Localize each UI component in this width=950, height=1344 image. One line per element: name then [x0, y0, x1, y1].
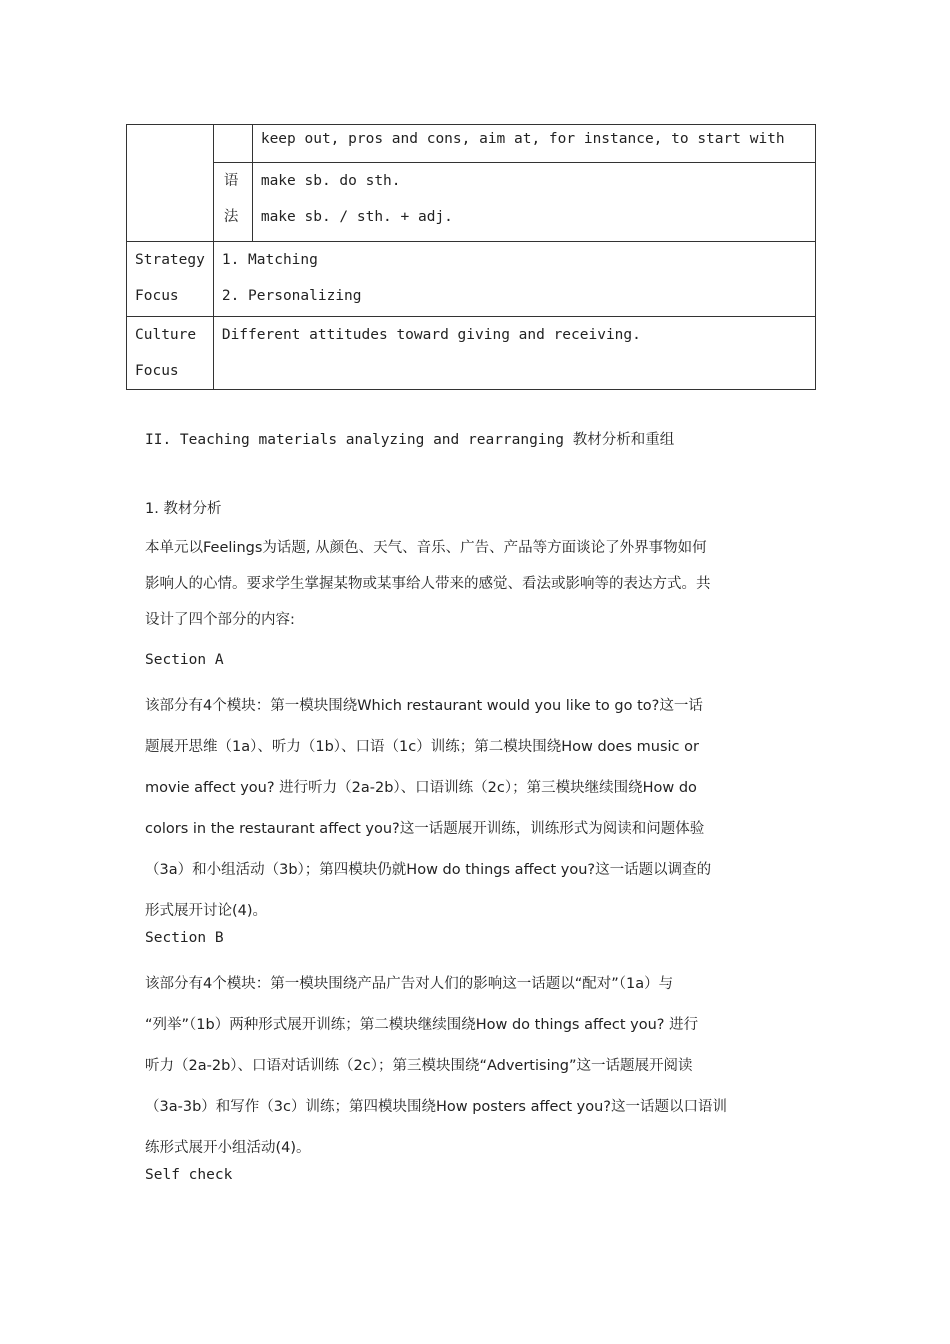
paragraph-line: 本单元以Feelings为话题, 从颜色、天气、音乐、广告、产品等方面谈论了外界事物如何 [145, 540, 707, 556]
table-cell-culture-label [127, 317, 214, 390]
section-a-title: Section A [145, 652, 224, 668]
table-row [127, 125, 816, 163]
section-b-title: Section B [145, 930, 224, 946]
table-row [127, 317, 816, 390]
paragraph-line: “列举”（1b）两种形式展开训练；第二模块继续围绕How do things affect you? 进行 [145, 1017, 699, 1033]
culture-label-1: Culture [135, 327, 197, 343]
table-row [127, 242, 816, 317]
paragraph-line: 影响人的心情。要求学生掌握某物或某事给人带来的感觉、看法或影响等的表达方式。共 [145, 576, 711, 592]
intro-paragraph [145, 530, 810, 638]
strategy-item-1: 1. Matching [221, 252, 318, 268]
vocab-phrases: keep out, pros and cons, aim at, for instance, to start with [260, 131, 785, 147]
strategy-item-2: 2. Personalizing [221, 288, 362, 304]
table-cell-grammar-label [213, 163, 252, 242]
table-cell-vocab [252, 125, 815, 163]
strategy-label-1: Strategy [135, 252, 205, 268]
paragraph-line: 形式展开讨论(4)。 [145, 903, 268, 919]
paragraph-line: movie affect you? 进行听力（2a-2b）、口语训练（2c）；第三模块继续围绕How do [145, 780, 697, 796]
paragraph-line: 练形式展开小组活动(4)。 [145, 1140, 311, 1156]
table-cell-grammar [252, 163, 815, 242]
section-heading: II. Teaching materials analyzing and rearranging 教材分析和重组 [145, 432, 675, 448]
paragraph-line: 听力（2a-2b）、口语对话训练（2c）；第三模块围绕“Advertising”这一话题展开阅读 [145, 1058, 693, 1074]
paragraph-line: 该部分有4个模块：第一模块围绕Which restaurant would you like to go to?这一话 [145, 698, 703, 714]
subsection-heading: 1. 教材分析 [145, 501, 222, 517]
section-b-paragraph [145, 964, 810, 1169]
table-cell-empty [127, 125, 214, 242]
section-a-paragraph [145, 686, 810, 932]
paragraph-line: （3a）和小组活动（3b）；第四模块仍就How do things affect you?这一话题以调查的 [145, 862, 712, 878]
paragraph-line: 题展开思维（1a）、听力（1b）、口语（1c）训练；第二模块围绕How does music or [145, 739, 699, 755]
grammar-label-1: 语 [223, 173, 239, 189]
paragraph-line: （3a-3b）和写作（3c）训练；第四模块围绕How posters affect you?这一话题以口语训 [145, 1099, 727, 1115]
paragraph-line: 该部分有4个模块：第一模块围绕产品广告对人们的影响这一话题以“配对”（1a）与 [145, 976, 674, 992]
table-cell-strategy-label [127, 242, 214, 317]
culture-label-2: Focus [135, 363, 179, 379]
grammar-label-2: 法 [223, 209, 239, 225]
unit-overview-table [126, 124, 816, 390]
paragraph-line: 设计了四个部分的内容: [145, 612, 295, 628]
table-cell-culture [213, 317, 815, 390]
grammar-line-1: make sb. do sth. [260, 173, 401, 189]
strategy-label-2: Focus [135, 288, 179, 304]
culture-text: Different attitudes toward giving and receiving. [221, 327, 641, 343]
self-check-title: Self check [145, 1167, 233, 1183]
grammar-line-2: make sb. / sth. + adj. [260, 209, 453, 225]
table-row [127, 163, 816, 242]
table-cell-strategy [213, 242, 815, 317]
table-cell-empty [213, 125, 252, 163]
paragraph-line: colors in the restaurant affect you?这一话题展开训练，训练形式为阅读和问题体验 [145, 821, 705, 837]
